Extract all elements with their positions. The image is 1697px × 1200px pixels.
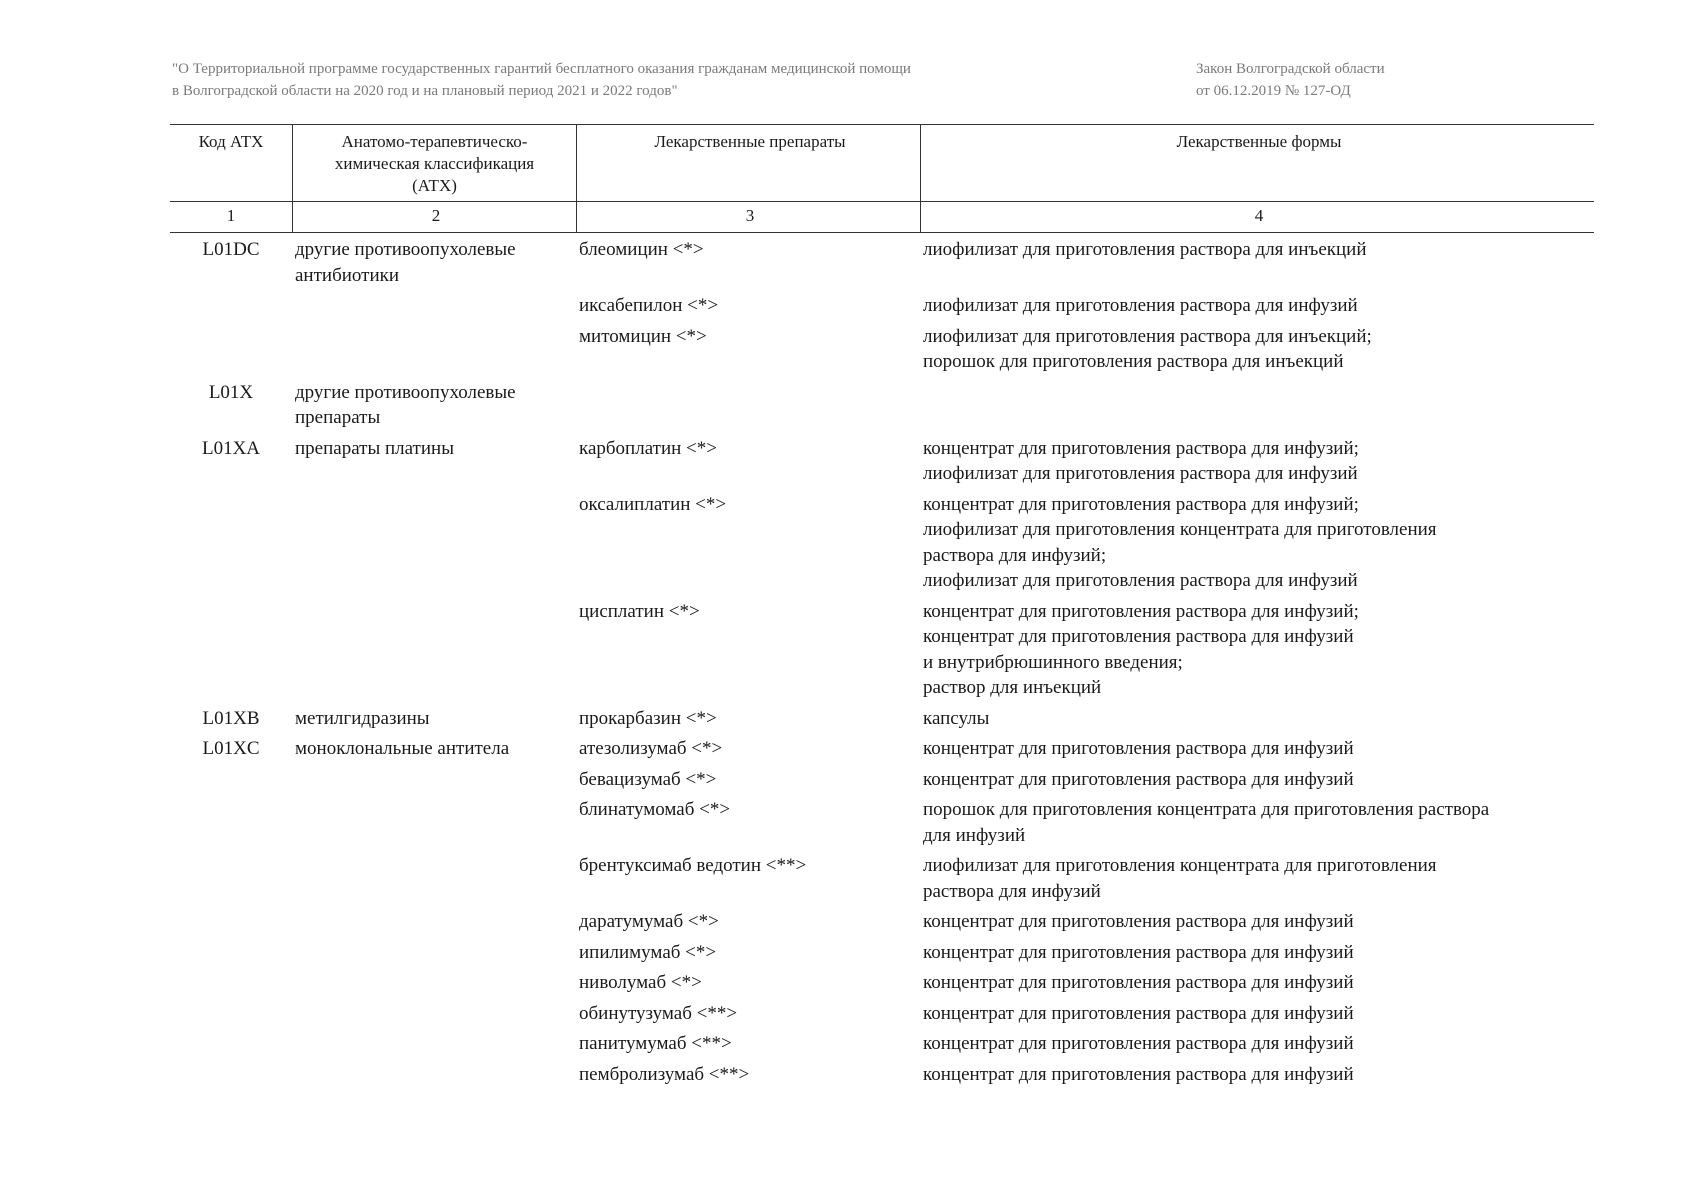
dosage-forms bbox=[920, 736, 1594, 762]
dosage-forms bbox=[920, 599, 1594, 701]
table-row bbox=[170, 736, 1594, 762]
drug-name: атезолизумаб <*> bbox=[579, 738, 723, 759]
law-reference-line: от 06.12.2019 № 127-ОД bbox=[1196, 83, 1351, 99]
atc-classification bbox=[292, 1001, 576, 1027]
atc-classification bbox=[292, 797, 576, 848]
dosage-form-line: концентрат для приготовления раствора для инфузий bbox=[923, 738, 1354, 759]
drug-name: оксалиплатин <*> bbox=[579, 493, 727, 515]
table-row bbox=[170, 293, 1594, 319]
document-title bbox=[172, 58, 1072, 102]
drug-name: обинутузумаб <**> bbox=[579, 1002, 738, 1024]
dosage-forms bbox=[920, 380, 1594, 431]
column-number: 4 bbox=[920, 202, 1594, 232]
table-row bbox=[170, 940, 1594, 966]
table-row bbox=[170, 380, 1594, 431]
table-row bbox=[170, 237, 1594, 288]
atc-classification: препараты платины bbox=[295, 437, 454, 459]
column-number: 3 bbox=[576, 202, 920, 232]
dosage-form-line: лиофилизат для приготовления раствора для инфузий bbox=[923, 295, 1358, 316]
atc-code bbox=[170, 767, 292, 793]
table-row bbox=[170, 767, 1594, 793]
dosage-form-line: концентрат для приготовления раствора для инфузий bbox=[923, 941, 1354, 963]
atc-classification bbox=[292, 599, 576, 701]
dosage-form-line: порошок для приготовления концентрата для приготовления раствора bbox=[923, 799, 1490, 820]
atc-code: L01X bbox=[208, 381, 254, 403]
drug-name: ниволумаб <*> bbox=[579, 972, 702, 993]
dosage-form-line: концентрат для приготовления раствора для инфузий; bbox=[923, 493, 1359, 515]
dosage-forms bbox=[920, 1001, 1594, 1027]
dosage-form-line: раствор для инъекций bbox=[923, 677, 1102, 698]
drug-name: панитумумаб <**> bbox=[579, 1033, 732, 1054]
table-row bbox=[170, 970, 1594, 996]
drug-name: бевацизумаб <*> bbox=[579, 768, 717, 790]
drug-name: даратумумаб <*> bbox=[579, 911, 719, 932]
dosage-form-line: лиофилизат для приготовления концентрата для приготовления bbox=[923, 519, 1437, 540]
atc-code bbox=[170, 599, 292, 701]
dosage-forms bbox=[920, 797, 1594, 848]
atc-classification bbox=[292, 767, 576, 793]
document-title-line: в Волгоградской области на 2020 год и на плановый период 2021 и 2022 годов" bbox=[172, 83, 678, 99]
dosage-forms bbox=[920, 237, 1594, 288]
dosage-forms bbox=[920, 1062, 1594, 1088]
atc-classification bbox=[292, 492, 576, 594]
atc-code bbox=[170, 1001, 292, 1027]
dosage-forms bbox=[920, 324, 1594, 375]
column-number: 1 bbox=[226, 206, 236, 225]
atc-code bbox=[170, 940, 292, 966]
column-number: 2 bbox=[292, 202, 576, 232]
table-row bbox=[170, 909, 1594, 935]
dosage-form-line: раствора для инфузий bbox=[923, 880, 1101, 902]
drug-name bbox=[576, 380, 920, 431]
dosage-forms bbox=[920, 706, 1594, 732]
drug-name: иксабепилон <*> bbox=[579, 295, 719, 316]
drug-name: блинатумомаб <*> bbox=[579, 799, 731, 820]
atc-classification bbox=[292, 970, 576, 996]
dosage-form-line: лиофилизат для приготовления раствора для инъекций bbox=[923, 239, 1367, 260]
dosage-forms bbox=[920, 767, 1594, 793]
atc-code bbox=[170, 293, 292, 319]
table-body bbox=[170, 233, 1594, 1087]
dosage-forms bbox=[920, 853, 1594, 904]
dosage-form-line: для инфузий bbox=[923, 824, 1026, 846]
atc-classification bbox=[292, 293, 576, 319]
drug-name: цисплатин <*> bbox=[579, 600, 700, 622]
dosage-form-line: концентрат для приготовления раствора для инфузий bbox=[923, 1063, 1354, 1085]
atc-classification: другие противоопухолевые антибиотики bbox=[295, 239, 516, 286]
atc-code bbox=[170, 1062, 292, 1088]
dosage-forms bbox=[920, 909, 1594, 935]
dosage-forms bbox=[920, 970, 1594, 996]
atc-code: L01XB bbox=[202, 707, 260, 729]
atc-code: L01XC bbox=[202, 738, 260, 759]
column-header-classification: Анатомо-терапевтическо-химическая классификация (АТХ) bbox=[292, 125, 576, 201]
table-row bbox=[170, 1031, 1594, 1057]
table-row bbox=[170, 1062, 1594, 1088]
drug-table bbox=[170, 124, 1594, 1092]
atc-classification bbox=[292, 940, 576, 966]
atc-code bbox=[170, 324, 292, 375]
atc-code: L01XA bbox=[201, 437, 261, 459]
table-row bbox=[170, 853, 1594, 904]
document-title-line: "О Территориальной программе государственных гарантий бесплатного оказания гражданам медицинской помощи bbox=[172, 61, 911, 77]
dosage-form-line: концентрат для приготовления раствора для инфузий bbox=[923, 768, 1354, 790]
atc-classification bbox=[292, 324, 576, 375]
dosage-forms bbox=[920, 940, 1594, 966]
dosage-form-line: лиофилизат для приготовления раствора для инъекций; bbox=[923, 325, 1372, 347]
atc-classification: метилгидразины bbox=[295, 707, 430, 729]
table-row bbox=[170, 599, 1594, 701]
dosage-form-line: концентрат для приготовления раствора для инфузий bbox=[923, 911, 1354, 932]
atc-code bbox=[170, 797, 292, 848]
dosage-form-line: раствора для инфузий; bbox=[923, 544, 1107, 566]
atc-code: L01DC bbox=[202, 239, 260, 260]
law-reference-line: Закон Волгоградской области bbox=[1196, 61, 1385, 77]
atc-code bbox=[170, 970, 292, 996]
drug-name: блеомицин <*> bbox=[579, 239, 704, 260]
dosage-form-line: концентрат для приготовления раствора для инфузий; bbox=[923, 600, 1359, 622]
drug-name: карбоплатин <*> bbox=[579, 437, 717, 459]
atc-classification bbox=[292, 1031, 576, 1057]
dosage-forms bbox=[920, 436, 1594, 487]
dosage-forms bbox=[920, 1031, 1594, 1057]
dosage-form-line: капсулы bbox=[923, 707, 990, 729]
atc-classification bbox=[292, 909, 576, 935]
drug-name: пембролизумаб <**> bbox=[579, 1063, 750, 1085]
atc-classification bbox=[292, 853, 576, 904]
table-header-row bbox=[170, 124, 1594, 202]
table-row bbox=[170, 436, 1594, 487]
dosage-form-line: лиофилизат для приготовления раствора для инфузий bbox=[923, 570, 1358, 591]
dosage-form-line: и внутрибрюшинного введения; bbox=[923, 651, 1183, 673]
drug-name: ипилимумаб <*> bbox=[579, 941, 717, 963]
table-row bbox=[170, 797, 1594, 848]
drug-name: митомицин <*> bbox=[579, 325, 707, 347]
dosage-form-line: порошок для приготовления раствора для инъекций bbox=[923, 351, 1344, 372]
atc-classification: моноклональные антитела bbox=[295, 738, 510, 759]
dosage-form-line: концентрат для приготовления раствора для инфузий bbox=[923, 1033, 1354, 1054]
dosage-form-line: концентрат для приготовления раствора для инфузий; bbox=[923, 437, 1359, 459]
atc-classification bbox=[292, 1062, 576, 1088]
drug-name: прокарбазин <*> bbox=[579, 707, 717, 729]
law-reference bbox=[1196, 58, 1496, 102]
atc-code bbox=[170, 853, 292, 904]
dosage-form-line: концентрат для приготовления раствора для инфузий bbox=[923, 626, 1354, 647]
atc-code bbox=[170, 909, 292, 935]
atc-code bbox=[170, 492, 292, 594]
table-row bbox=[170, 1001, 1594, 1027]
column-header-forms: Лекарственные формы bbox=[920, 125, 1594, 201]
dosage-form-line: лиофилизат для приготовления раствора для инфузий bbox=[923, 463, 1358, 484]
atc-code bbox=[170, 1031, 292, 1057]
table-row bbox=[170, 706, 1594, 732]
atc-classification: другие противоопухолевые препараты bbox=[295, 381, 516, 428]
drug-name: брентуксимаб ведотин <**> bbox=[579, 855, 807, 876]
dosage-form-line: лиофилизат для приготовления концентрата для приготовления bbox=[923, 855, 1437, 876]
dosage-forms bbox=[920, 492, 1594, 594]
dosage-forms bbox=[920, 293, 1594, 319]
table-row bbox=[170, 324, 1594, 375]
column-header-code: Код АТХ bbox=[198, 132, 264, 151]
table-row bbox=[170, 492, 1594, 594]
dosage-form-line: концентрат для приготовления раствора для инфузий bbox=[923, 1002, 1354, 1024]
dosage-form-line: концентрат для приготовления раствора для инфузий bbox=[923, 972, 1354, 993]
table-column-numbers bbox=[170, 202, 1594, 233]
column-header-drugs: Лекарственные препараты bbox=[576, 125, 920, 201]
